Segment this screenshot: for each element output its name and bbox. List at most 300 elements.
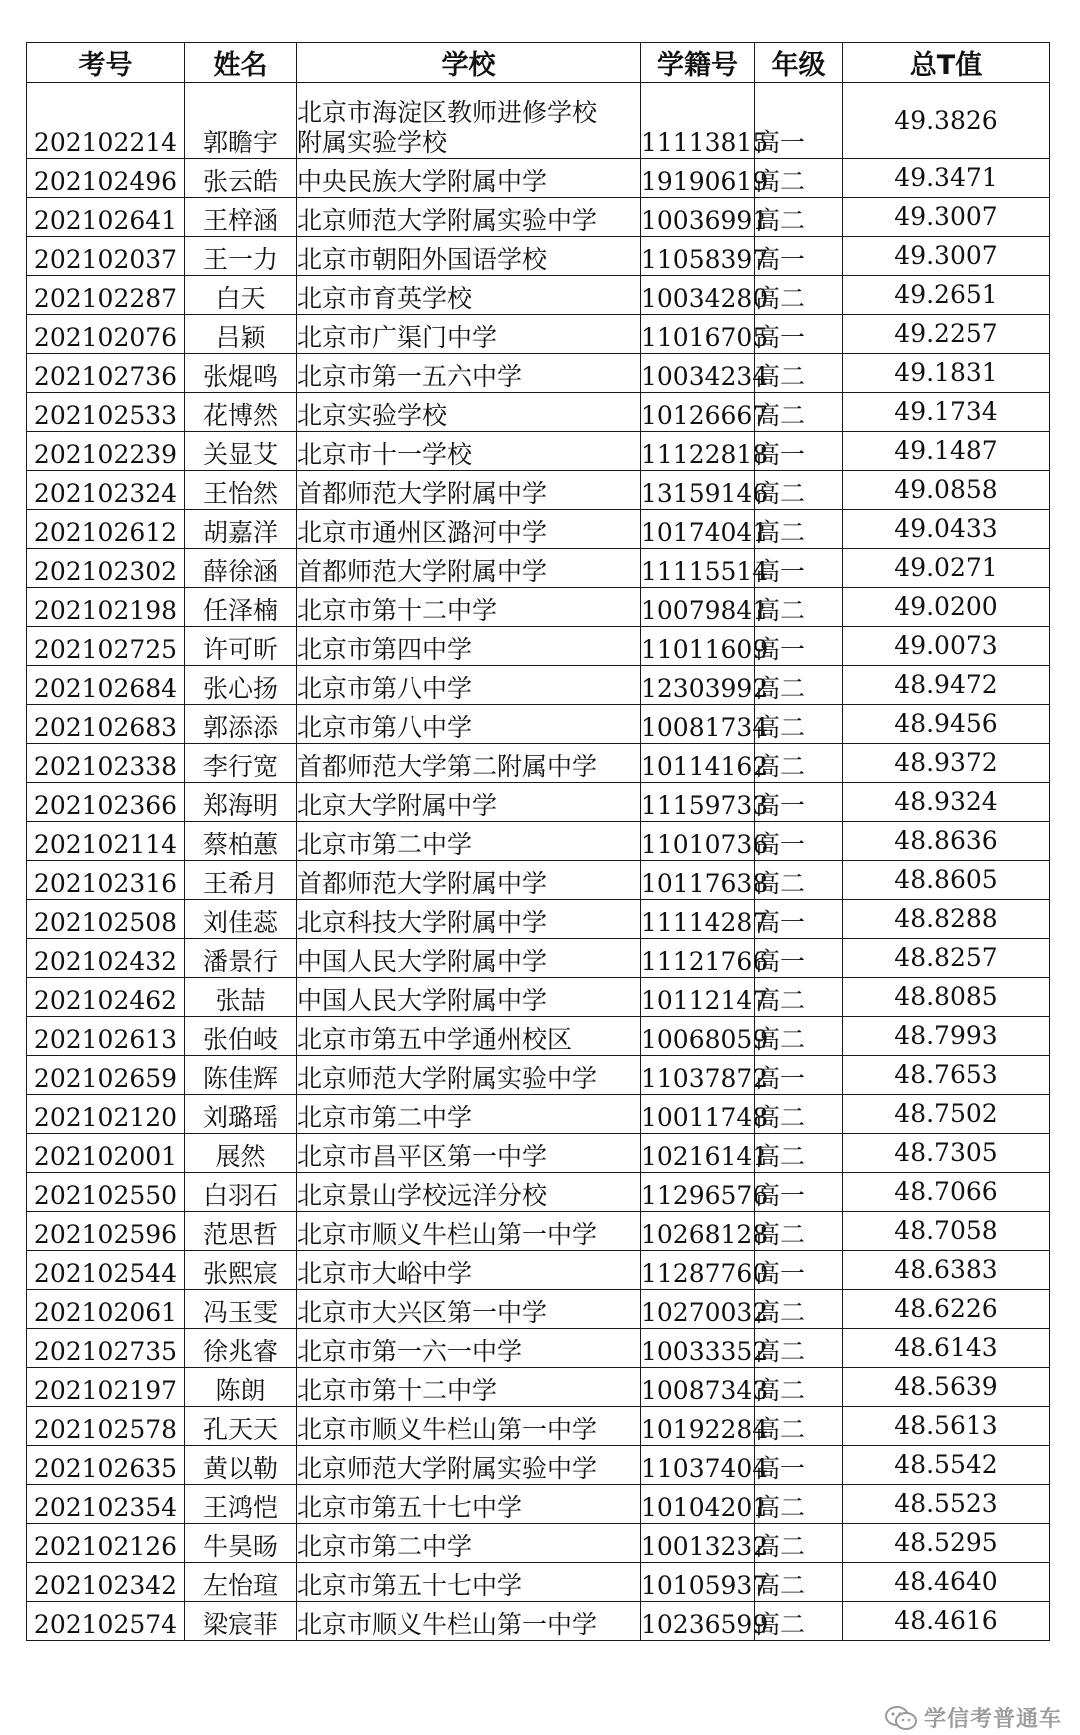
cell-reg-no: 10081734 <box>641 705 755 744</box>
cell-grade: 高二 <box>755 744 843 783</box>
cell-reg-no: 12303992 <box>641 666 755 705</box>
school-line: 北京市顺义牛栏山第一中学 <box>297 1415 598 1444</box>
cell-reg-no: 10068059 <box>641 1017 755 1056</box>
cell-exam-no: 202102612 <box>27 510 185 549</box>
cell-grade: 高一 <box>755 549 843 588</box>
school-line: 首都师范大学附属中学 <box>297 557 548 586</box>
cell-total-t: 48.9324 <box>843 783 1050 822</box>
cell-exam-no: 202102635 <box>27 1446 185 1485</box>
cell-name: 张喆 <box>185 978 297 1017</box>
cell-reg-no: 13159146 <box>641 471 755 510</box>
table-row <box>27 315 1050 354</box>
cell-exam-no: 202102683 <box>27 705 185 744</box>
cell-name: 范思哲 <box>185 1212 297 1251</box>
cell-school <box>297 237 641 276</box>
table-row <box>27 354 1050 393</box>
cell-school <box>297 276 641 315</box>
cell-reg-no: 10114162 <box>641 744 755 783</box>
table-row <box>27 1602 1050 1641</box>
cell-total-t: 49.3007 <box>843 198 1050 237</box>
cell-school <box>297 783 641 822</box>
school-line: 北京景山学校远洋分校 <box>297 1181 548 1210</box>
cell-name: 陈佳辉 <box>185 1056 297 1095</box>
cell-exam-no: 202102338 <box>27 744 185 783</box>
cell-total-t: 49.0200 <box>843 588 1050 627</box>
cell-school <box>297 1212 641 1251</box>
cell-grade: 高二 <box>755 1212 843 1251</box>
cell-name: 潘景行 <box>185 939 297 978</box>
cell-exam-no: 202102197 <box>27 1368 185 1407</box>
school-line: 北京师范大学附属实验中学 <box>297 1064 598 1093</box>
cell-reg-no: 19190619 <box>641 159 755 198</box>
cell-grade: 高一 <box>755 822 843 861</box>
school-line: 北京大学附属中学 <box>297 791 498 820</box>
cell-grade: 高二 <box>755 1524 843 1563</box>
school-line: 北京市第二中学 <box>297 1532 473 1561</box>
cell-exam-no: 202102725 <box>27 627 185 666</box>
cell-total-t: 49.2257 <box>843 315 1050 354</box>
school-line: 北京市顺义牛栏山第一中学 <box>297 1220 598 1249</box>
cell-name: 花博然 <box>185 393 297 432</box>
cell-total-t: 48.7993 <box>843 1017 1050 1056</box>
cell-grade: 高一 <box>755 83 843 159</box>
cell-reg-no: 11115514 <box>641 549 755 588</box>
results-table <box>26 42 1050 1641</box>
cell-school <box>297 978 641 1017</box>
cell-grade: 高二 <box>755 861 843 900</box>
cell-reg-no: 10036991 <box>641 198 755 237</box>
cell-grade: 高一 <box>755 900 843 939</box>
cell-total-t: 48.6383 <box>843 1251 1050 1290</box>
cell-grade: 高二 <box>755 666 843 705</box>
cell-school <box>297 1446 641 1485</box>
cell-school <box>297 159 641 198</box>
header-name: 姓名 <box>185 43 297 83</box>
cell-reg-no: 10013232 <box>641 1524 755 1563</box>
school-line: 北京师范大学附属实验中学 <box>297 206 598 235</box>
cell-reg-no: 11296576 <box>641 1173 755 1212</box>
school-line: 附属实验学校 <box>297 128 448 157</box>
cell-reg-no: 11037404 <box>641 1446 755 1485</box>
table-row <box>27 1563 1050 1602</box>
cell-school <box>297 822 641 861</box>
cell-name: 王鸿恺 <box>185 1485 297 1524</box>
cell-total-t: 49.0858 <box>843 471 1050 510</box>
cell-name: 蔡柏蕙 <box>185 822 297 861</box>
cell-school <box>297 861 641 900</box>
cell-school <box>297 705 641 744</box>
cell-total-t: 48.5295 <box>843 1524 1050 1563</box>
cell-exam-no: 202102684 <box>27 666 185 705</box>
cell-exam-no: 202102462 <box>27 978 185 1017</box>
cell-school <box>297 1134 641 1173</box>
cell-name: 白羽石 <box>185 1173 297 1212</box>
cell-total-t: 49.3007 <box>843 237 1050 276</box>
cell-name: 关显艾 <box>185 432 297 471</box>
school-line: 北京市第八中学 <box>297 713 473 742</box>
cell-total-t: 48.8636 <box>843 822 1050 861</box>
cell-exam-no: 202102198 <box>27 588 185 627</box>
header-exam-no: 考号 <box>27 43 185 83</box>
cell-exam-no: 202102316 <box>27 861 185 900</box>
cell-total-t: 48.5639 <box>843 1368 1050 1407</box>
cell-school <box>297 354 641 393</box>
cell-exam-no: 202102114 <box>27 822 185 861</box>
cell-name: 孔天天 <box>185 1407 297 1446</box>
cell-name: 胡嘉洋 <box>185 510 297 549</box>
cell-total-t: 48.7653 <box>843 1056 1050 1095</box>
cell-reg-no: 11114287 <box>641 900 755 939</box>
cell-school <box>297 1251 641 1290</box>
table-row <box>27 198 1050 237</box>
table-row <box>27 705 1050 744</box>
cell-total-t: 49.3471 <box>843 159 1050 198</box>
cell-exam-no: 202102432 <box>27 939 185 978</box>
school-line: 首都师范大学第二附属中学 <box>297 752 598 781</box>
cell-grade: 高二 <box>755 159 843 198</box>
table-row <box>27 159 1050 198</box>
table-row <box>27 276 1050 315</box>
cell-grade: 高二 <box>755 1134 843 1173</box>
cell-exam-no: 202102641 <box>27 198 185 237</box>
cell-reg-no: 10087343 <box>641 1368 755 1407</box>
cell-total-t: 48.7058 <box>843 1212 1050 1251</box>
cell-exam-no: 202102076 <box>27 315 185 354</box>
table-row <box>27 1095 1050 1134</box>
cell-school <box>297 198 641 237</box>
cell-name: 王梓涵 <box>185 198 297 237</box>
results-sheet <box>26 42 1050 1641</box>
school-line: 首都师范大学附属中学 <box>297 869 548 898</box>
cell-exam-no: 202102659 <box>27 1056 185 1095</box>
cell-exam-no: 202102574 <box>27 1602 185 1641</box>
cell-grade: 高一 <box>755 783 843 822</box>
cell-name: 王一力 <box>185 237 297 276</box>
cell-exam-no: 202102126 <box>27 1524 185 1563</box>
cell-exam-no: 202102354 <box>27 1485 185 1524</box>
cell-school <box>297 549 641 588</box>
cell-grade: 高二 <box>755 1290 843 1329</box>
cell-name: 白天 <box>185 276 297 315</box>
cell-name: 左怡瑄 <box>185 1563 297 1602</box>
cell-total-t: 48.8085 <box>843 978 1050 1017</box>
cell-exam-no: 202102596 <box>27 1212 185 1251</box>
table-row <box>27 900 1050 939</box>
table-row <box>27 783 1050 822</box>
school-line: 北京市海淀区教师进修学校 <box>297 98 598 127</box>
cell-exam-no: 202102001 <box>27 1134 185 1173</box>
table-row <box>27 549 1050 588</box>
cell-grade: 高一 <box>755 1446 843 1485</box>
cell-school <box>297 432 641 471</box>
cell-reg-no: 10236599 <box>641 1602 755 1641</box>
table-body <box>27 83 1050 1641</box>
school-line: 北京市第五十七中学 <box>297 1571 523 1600</box>
school-line: 北京市第十二中学 <box>297 1376 498 1405</box>
cell-grade: 高二 <box>755 354 843 393</box>
school-line: 北京市昌平区第一中学 <box>297 1142 548 1171</box>
cell-exam-no: 202102578 <box>27 1407 185 1446</box>
cell-name: 黄以勒 <box>185 1446 297 1485</box>
cell-total-t: 48.7502 <box>843 1095 1050 1134</box>
cell-reg-no: 10079841 <box>641 588 755 627</box>
cell-name: 徐兆睿 <box>185 1329 297 1368</box>
cell-reg-no: 11121766 <box>641 939 755 978</box>
cell-total-t: 48.8257 <box>843 939 1050 978</box>
cell-total-t: 49.1831 <box>843 354 1050 393</box>
school-line: 北京市大兴区第一中学 <box>297 1298 548 1327</box>
school-line: 北京市广渠门中学 <box>297 323 498 352</box>
table-row <box>27 1446 1050 1485</box>
cell-name: 张伯岐 <box>185 1017 297 1056</box>
cell-total-t: 48.9472 <box>843 666 1050 705</box>
table-row <box>27 1290 1050 1329</box>
cell-name: 刘佳蕊 <box>185 900 297 939</box>
cell-name: 展然 <box>185 1134 297 1173</box>
cell-school <box>297 1095 641 1134</box>
table-row <box>27 432 1050 471</box>
header-school: 学校 <box>297 43 641 83</box>
cell-name: 王怡然 <box>185 471 297 510</box>
cell-reg-no: 10034280 <box>641 276 755 315</box>
school-line: 北京市第四中学 <box>297 635 473 664</box>
cell-school <box>297 588 641 627</box>
cell-school <box>297 1173 641 1212</box>
table-row <box>27 978 1050 1017</box>
school-line: 北京实验学校 <box>297 401 448 430</box>
cell-total-t: 48.5613 <box>843 1407 1050 1446</box>
cell-reg-no: 11016705 <box>641 315 755 354</box>
cell-grade: 高二 <box>755 1563 843 1602</box>
cell-reg-no: 10011748 <box>641 1095 755 1134</box>
cell-grade: 高二 <box>755 1329 843 1368</box>
cell-name: 陈朗 <box>185 1368 297 1407</box>
cell-reg-no: 10192284 <box>641 1407 755 1446</box>
school-line: 首都师范大学附属中学 <box>297 479 548 508</box>
cell-school <box>297 744 641 783</box>
cell-name: 吕颖 <box>185 315 297 354</box>
wechat-logo-icon <box>884 1705 918 1731</box>
table-row <box>27 83 1050 159</box>
cell-total-t: 48.8605 <box>843 861 1050 900</box>
cell-name: 任泽楠 <box>185 588 297 627</box>
school-line: 北京科技大学附属中学 <box>297 908 548 937</box>
cell-name: 牛昊旸 <box>185 1524 297 1563</box>
cell-total-t: 49.2651 <box>843 276 1050 315</box>
watermark-text: 学信考普通车 <box>923 1707 1062 1732</box>
cell-total-t: 48.4640 <box>843 1563 1050 1602</box>
cell-school <box>297 900 641 939</box>
cell-exam-no: 202102287 <box>27 276 185 315</box>
cell-grade: 高一 <box>755 315 843 354</box>
school-line: 北京市第二中学 <box>297 1103 473 1132</box>
school-line: 北京市第五中学通州校区 <box>297 1025 573 1054</box>
cell-school <box>297 315 641 354</box>
school-line: 中央民族大学附属中学 <box>297 167 548 196</box>
cell-total-t: 48.5542 <box>843 1446 1050 1485</box>
cell-reg-no: 10112147 <box>641 978 755 1017</box>
table-row <box>27 1485 1050 1524</box>
cell-name: 王希月 <box>185 861 297 900</box>
cell-reg-no: 11058397 <box>641 237 755 276</box>
cell-reg-no: 10117638 <box>641 861 755 900</box>
school-line: 北京市第一六一中学 <box>297 1337 523 1366</box>
cell-exam-no: 202102735 <box>27 1329 185 1368</box>
cell-exam-no: 202102061 <box>27 1290 185 1329</box>
cell-school <box>297 1290 641 1329</box>
cell-grade: 高二 <box>755 1485 843 1524</box>
cell-name: 郑海明 <box>185 783 297 822</box>
cell-school <box>297 393 641 432</box>
cell-exam-no: 202102496 <box>27 159 185 198</box>
cell-name: 梁宸菲 <box>185 1602 297 1641</box>
school-line: 中国人民大学附属中学 <box>297 986 548 1015</box>
table-row <box>27 1524 1050 1563</box>
cell-school <box>297 1329 641 1368</box>
cell-reg-no: 10126667 <box>641 393 755 432</box>
header-grade: 年级 <box>755 43 843 83</box>
cell-exam-no: 202102550 <box>27 1173 185 1212</box>
table-row <box>27 861 1050 900</box>
school-line: 北京市育英学校 <box>297 284 473 313</box>
cell-grade: 高二 <box>755 978 843 1017</box>
table-row <box>27 1134 1050 1173</box>
cell-reg-no: 10216141 <box>641 1134 755 1173</box>
cell-total-t: 48.4616 <box>843 1602 1050 1641</box>
table-row <box>27 1407 1050 1446</box>
cell-name: 张云皓 <box>185 159 297 198</box>
cell-grade: 高二 <box>755 471 843 510</box>
cell-grade: 高一 <box>755 1251 843 1290</box>
header-reg-no: 学籍号 <box>641 43 755 83</box>
cell-name: 李行宽 <box>185 744 297 783</box>
cell-total-t: 48.9456 <box>843 705 1050 744</box>
cell-total-t: 49.3826 <box>843 83 1050 159</box>
cell-reg-no: 11287760 <box>641 1251 755 1290</box>
cell-school <box>297 83 641 159</box>
school-line: 北京市第一五六中学 <box>297 362 523 391</box>
watermark <box>884 1702 1062 1733</box>
cell-name: 冯玉雯 <box>185 1290 297 1329</box>
table-row <box>27 1368 1050 1407</box>
cell-reg-no: 10105937 <box>641 1563 755 1602</box>
school-line: 北京市朝阳外国语学校 <box>297 245 548 274</box>
cell-school <box>297 1056 641 1095</box>
cell-reg-no: 10270032 <box>641 1290 755 1329</box>
school-line: 北京市通州区潞河中学 <box>297 518 548 547</box>
table-row <box>27 627 1050 666</box>
cell-grade: 高一 <box>755 237 843 276</box>
cell-school <box>297 1017 641 1056</box>
cell-total-t: 48.9372 <box>843 744 1050 783</box>
table-row <box>27 1056 1050 1095</box>
cell-exam-no: 202102533 <box>27 393 185 432</box>
cell-total-t: 49.0433 <box>843 510 1050 549</box>
cell-reg-no: 11010736 <box>641 822 755 861</box>
cell-exam-no: 202102324 <box>27 471 185 510</box>
cell-name: 张心扬 <box>185 666 297 705</box>
cell-reg-no: 11011609 <box>641 627 755 666</box>
cell-reg-no: 11122818 <box>641 432 755 471</box>
cell-reg-no: 10174041 <box>641 510 755 549</box>
cell-total-t: 49.0073 <box>843 627 1050 666</box>
table-row <box>27 1251 1050 1290</box>
cell-grade: 高二 <box>755 705 843 744</box>
table-row <box>27 588 1050 627</box>
cell-name: 张焜鸣 <box>185 354 297 393</box>
table-row <box>27 393 1050 432</box>
cell-grade: 高二 <box>755 276 843 315</box>
table-header-row <box>27 43 1050 83</box>
cell-grade: 高二 <box>755 1017 843 1056</box>
cell-school <box>297 1602 641 1641</box>
table-row <box>27 471 1050 510</box>
cell-exam-no: 202102508 <box>27 900 185 939</box>
cell-school <box>297 939 641 978</box>
cell-grade: 高二 <box>755 1407 843 1446</box>
cell-school <box>297 1368 641 1407</box>
cell-name: 郭瞻宇 <box>185 83 297 159</box>
cell-name: 郭添添 <box>185 705 297 744</box>
cell-total-t: 48.7305 <box>843 1134 1050 1173</box>
table-row <box>27 510 1050 549</box>
header-total-t: 总T值 <box>843 43 1050 83</box>
cell-school <box>297 627 641 666</box>
table-row <box>27 1017 1050 1056</box>
table-row <box>27 822 1050 861</box>
cell-reg-no: 11113815 <box>641 83 755 159</box>
cell-grade: 高二 <box>755 588 843 627</box>
table-row <box>27 939 1050 978</box>
cell-name: 刘璐瑶 <box>185 1095 297 1134</box>
table-row <box>27 666 1050 705</box>
cell-exam-no: 202102302 <box>27 549 185 588</box>
cell-exam-no: 202102342 <box>27 1563 185 1602</box>
school-line: 北京市第十二中学 <box>297 596 498 625</box>
cell-reg-no: 11037872 <box>641 1056 755 1095</box>
cell-total-t: 49.0271 <box>843 549 1050 588</box>
school-line: 中国人民大学附属中学 <box>297 947 548 976</box>
cell-grade: 高一 <box>755 1173 843 1212</box>
cell-total-t: 48.6226 <box>843 1290 1050 1329</box>
cell-exam-no: 202102120 <box>27 1095 185 1134</box>
cell-reg-no: 10033352 <box>641 1329 755 1368</box>
cell-total-t: 48.8288 <box>843 900 1050 939</box>
cell-exam-no: 202102736 <box>27 354 185 393</box>
cell-school <box>297 471 641 510</box>
cell-grade: 高二 <box>755 198 843 237</box>
school-line: 北京市十一学校 <box>297 440 473 469</box>
cell-grade: 高二 <box>755 1368 843 1407</box>
school-line: 北京市大峪中学 <box>297 1259 473 1288</box>
cell-exam-no: 202102613 <box>27 1017 185 1056</box>
cell-total-t: 49.1487 <box>843 432 1050 471</box>
cell-grade: 高一 <box>755 939 843 978</box>
cell-exam-no: 202102037 <box>27 237 185 276</box>
cell-grade: 高一 <box>755 432 843 471</box>
school-line: 北京市第五十七中学 <box>297 1493 523 1522</box>
cell-name: 许可昕 <box>185 627 297 666</box>
school-line: 北京市顺义牛栏山第一中学 <box>297 1610 598 1639</box>
school-line: 北京市第八中学 <box>297 674 473 703</box>
cell-grade: 高二 <box>755 1095 843 1134</box>
cell-exam-no: 202102214 <box>27 83 185 159</box>
cell-reg-no: 10268128 <box>641 1212 755 1251</box>
cell-exam-no: 202102239 <box>27 432 185 471</box>
school-line: 北京市第二中学 <box>297 830 473 859</box>
cell-school <box>297 1524 641 1563</box>
cell-total-t: 48.7066 <box>843 1173 1050 1212</box>
